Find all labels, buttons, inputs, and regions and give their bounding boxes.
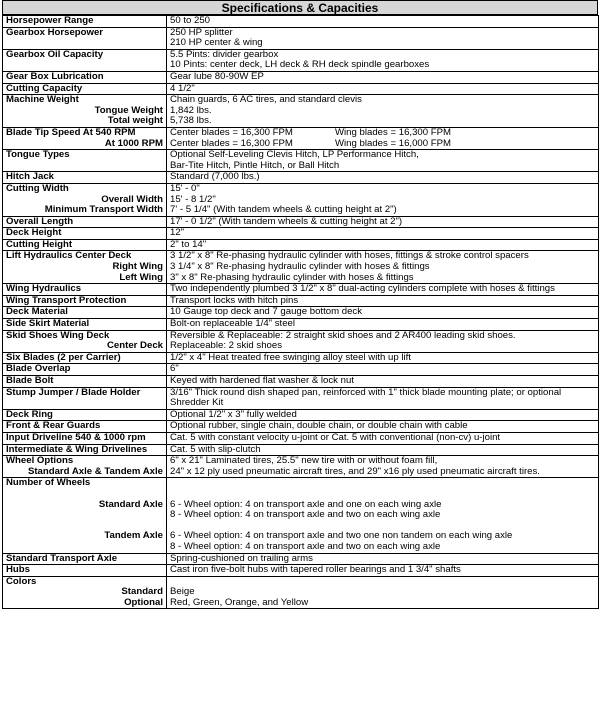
spec-row: [3, 432, 599, 444]
spec-label-main: Tongue Types: [6, 149, 70, 161]
spec-value: [167, 216, 599, 228]
spec-row: [3, 71, 599, 83]
spec-label: [3, 183, 167, 216]
spec-value-line: 210 HP center & wing: [170, 37, 263, 49]
spec-value-line: 6": [170, 363, 179, 375]
spec-value-cell: Wing blades = 16,000 FPM: [335, 137, 451, 149]
spec-label-main: Hubs: [6, 564, 30, 576]
spec-label-main: Deck Height: [6, 227, 62, 239]
spec-row: [3, 576, 599, 609]
spec-value-line: 10 Pints: center deck, LH deck & RH deck spindle gearboxes: [170, 59, 430, 71]
spec-value-line: [170, 577, 595, 588]
spec-label-main: Wing Transport Protection: [6, 295, 127, 306]
spec-label: [3, 421, 167, 433]
spec-value: [167, 444, 599, 456]
spec-label: [3, 576, 167, 609]
spec-table: [2, 15, 599, 609]
spec-value-line: 3 1/2" x 8" Re-phasing hydraulic cylinder with hoses, fittings & stroke control spacers: [170, 250, 529, 262]
spec-value-line: 5.5 Pints: divider gearbox: [170, 49, 279, 60]
spec-label-main: Skid Shoes Wing Deck: [6, 330, 110, 341]
spec-value: [167, 239, 599, 251]
spec-row: [3, 216, 599, 228]
spec-value: [167, 576, 599, 609]
spec-row: [3, 409, 599, 421]
spec-value-line: 3 1/4" x 8" Re-phasing hydraulic cylinder with hoses & fittings: [170, 261, 430, 273]
spec-value: [167, 387, 599, 409]
spec-value-line: Cast iron five-bolt hubs with tapered roller bearings and 1 3/4" shafts: [170, 564, 461, 576]
spec-label-main: Horsepower Range: [6, 15, 94, 26]
spec-row: [3, 83, 599, 95]
spec-value-line: 5,738 lbs.: [170, 115, 212, 127]
spec-value-line: Gear lube 80-90W EP: [170, 71, 264, 82]
spec-value-line: Spring-cushioned on trailing arms: [170, 553, 313, 564]
spec-label: [3, 251, 167, 284]
spec-value: [167, 432, 599, 444]
spec-value-line: Two independently plumbed 3 1/2" x 8" dual-acting cylinders complete with hoses & fittings: [170, 283, 555, 295]
spec-value-line: 6 - Wheel option: 4 on transport axle and two one non tandem on each wing axle: [170, 530, 513, 542]
spec-label-main: Front & Rear Guards: [6, 420, 101, 432]
spec-row: [3, 387, 599, 409]
spec-label-main: Machine Weight: [6, 94, 79, 106]
spec-value-line: [170, 478, 595, 489]
spec-value: [167, 150, 599, 172]
spec-label: [3, 553, 167, 565]
spec-value-line: Keyed with hardened flat washer & lock nut: [170, 375, 354, 386]
spec-value-line: Reversible & Replaceable: 2 straight skid shoes and 2 AR400 leading skid shoes.: [170, 330, 516, 341]
spec-label-sub: Optional: [124, 596, 163, 608]
spec-value-line: Shredder Kit: [170, 397, 224, 409]
spec-value-line: 250 HP splitter: [170, 27, 233, 38]
spec-label-main: Standard Transport Axle: [6, 553, 118, 564]
spec-value: [167, 83, 599, 95]
spec-value: [167, 307, 599, 319]
spec-label: [3, 49, 167, 71]
spec-value: [167, 478, 599, 553]
spec-value: [167, 228, 599, 240]
spec-label-main: Input Driveline 540 & 1000 rpm: [6, 432, 146, 443]
spec-value-line: 4 1/2": [170, 83, 195, 94]
spec-row: [3, 150, 599, 172]
spec-label: [3, 127, 167, 149]
spec-label-sub: Center Deck: [107, 340, 163, 352]
spec-value-line: Cat. 5 with constant velocity u-joint or Cat. 5 with conventional (non-cv) u-joint: [170, 432, 501, 443]
spec-row: [3, 27, 599, 49]
spec-label-main: Gearbox Horsepower: [6, 27, 104, 38]
spec-label: [3, 432, 167, 444]
spec-value-cell: Center blades = 16,300 FPM: [170, 137, 293, 149]
spec-label-main: Cutting Width: [6, 183, 69, 194]
spec-value-line: 12": [170, 227, 185, 239]
spec-value-line: 1,842 lbs.: [170, 104, 212, 116]
spec-row: [3, 565, 599, 577]
spec-value: [167, 127, 599, 149]
spec-row: [3, 295, 599, 307]
spec-value-line: Beige: [170, 586, 195, 598]
spec-label: [3, 330, 167, 352]
spec-value: [167, 183, 599, 216]
spec-label: [3, 456, 167, 478]
spec-row: [3, 421, 599, 433]
spec-value: [167, 330, 599, 352]
spec-value-line: 6 - Wheel option: 4 on transport axle and one on each wing axle: [170, 498, 442, 510]
spec-value-line: Chain guards, 6 AC tires, and standard clevis: [170, 94, 362, 106]
spec-row: [3, 444, 599, 456]
spec-row: [3, 352, 599, 364]
spec-value: [167, 553, 599, 565]
spec-value-line: 24" x 12 ply used pneumatic aircraft tires, and 29" x16 ply used pneumatic aircraft tires.: [170, 465, 540, 477]
spec-label-sub: Left Wing: [119, 271, 163, 283]
spec-value-line: [170, 489, 595, 500]
spec-label-main: Overall Length: [6, 216, 74, 227]
spec-value: [167, 71, 599, 83]
spec-label-main: Deck Ring: [6, 409, 53, 420]
spec-label-sub: Minimum Transport Width: [44, 204, 163, 216]
spec-value-line: Replaceable: 2 skid shoes: [170, 340, 282, 352]
spec-label: [3, 409, 167, 421]
spec-value: [167, 409, 599, 421]
spec-label-sub: Standard: [121, 586, 163, 598]
spec-value: [167, 95, 599, 128]
spec-label-main: Cutting Height: [6, 239, 73, 250]
spec-value: [167, 284, 599, 296]
spec-label-main: Number of Wheels: [6, 477, 91, 489]
spec-value: [167, 251, 599, 284]
spec-label-main: Intermediate & Wing Drivelines: [6, 444, 148, 455]
spec-label: [3, 95, 167, 128]
spec-value: [167, 49, 599, 71]
spec-value-line: Optional Self-Leveling Clevis Hitch, LP Performance Hitch,: [170, 149, 419, 161]
spec-value-pair: [170, 139, 595, 150]
spec-value: [167, 376, 599, 388]
spec-label: [3, 444, 167, 456]
spec-value: [167, 421, 599, 433]
spec-row: [3, 319, 599, 331]
spec-label-sub: Right Wing: [112, 261, 163, 273]
spec-value-line: 15' - 0": [170, 183, 200, 194]
spec-label: [3, 284, 167, 296]
spec-row: [3, 376, 599, 388]
spec-label-main: Colors: [6, 576, 37, 587]
spec-value: [167, 172, 599, 184]
spec-label: [3, 71, 167, 83]
spec-value-line: Cat. 5 with slip-clutch: [170, 444, 261, 455]
spec-label: [3, 27, 167, 49]
spec-value-line: 8 - Wheel option: 4 on transport axle and two on each wing axle: [170, 540, 441, 552]
spec-label-sub: Tandem Axle: [104, 530, 163, 542]
spec-label-main: Blade Overlap: [6, 363, 71, 375]
spec-label-sub: Overall Width: [101, 193, 163, 205]
spec-label: [3, 216, 167, 228]
spec-label-sub: Tongue Weight: [94, 104, 163, 116]
spec-label-main: Side Skirt Material: [6, 318, 90, 330]
spec-label-sub: [6, 489, 163, 500]
spec-value-line: 2" to 14": [170, 239, 207, 250]
spec-value-line: 10 Gauge top deck and 7 gauge bottom deck: [170, 306, 363, 318]
spec-label: [3, 376, 167, 388]
spec-value-line: 50 to 250: [170, 15, 211, 26]
spec-value-line: Red, Green, Orange, and Yellow: [170, 596, 309, 608]
spec-value-line: 8 - Wheel option: 4 on transport axle and two on each wing axle: [170, 509, 441, 521]
spec-value-line: 1/2" x 4" Heat treated free swinging alloy steel with up lift: [170, 352, 411, 363]
spec-label: [3, 352, 167, 364]
spec-row: [3, 307, 599, 319]
spec-value-line: 3" x 8" Re-phasing hydraulic cylinder with hoses & fittings: [170, 271, 414, 283]
spec-row: [3, 330, 599, 352]
spec-label: [3, 239, 167, 251]
spec-label-sub: At 1000 RPM: [104, 137, 163, 149]
spec-label-main: Gearbox Oil Capacity: [6, 49, 104, 60]
page-title: Specifications & Capacities: [2, 0, 598, 15]
spec-label-main: Wing Hydraulics: [6, 283, 82, 295]
spec-label-main: Cutting Capacity: [6, 83, 83, 94]
spec-label: [3, 364, 167, 376]
spec-label-main: Hitch Jack: [6, 171, 54, 183]
spec-label-main: Gear Box Lubrication: [6, 71, 104, 82]
spec-row: [3, 284, 599, 296]
spec-value-line: 17' - 0 1/2" (With tandem wheels & cutting height at 2"): [170, 216, 403, 227]
spec-value-line: Bar-Tite Hitch, Pintle Hitch, or Ball Hitch: [170, 159, 340, 171]
spec-row: [3, 239, 599, 251]
spec-value: [167, 27, 599, 49]
spec-label-main: Deck Material: [6, 306, 68, 318]
spec-value: [167, 295, 599, 307]
spec-row: [3, 251, 599, 284]
spec-label: [3, 172, 167, 184]
spec-value-line: Transport locks with hitch pins: [170, 295, 299, 306]
spec-row: [3, 364, 599, 376]
spec-value-pair: [170, 128, 595, 139]
spec-row: [3, 95, 599, 128]
spec-label-main: Six Blades (2 per Carrier): [6, 352, 121, 363]
spec-label-main: Blade Bolt: [6, 375, 54, 386]
spec-label-main: Lift Hydraulics Center Deck: [6, 250, 132, 262]
spec-value-line: Optional 1/2" x 3" fully welded: [170, 409, 297, 420]
spec-label-main: Blade Tip Speed At 540 RPM: [6, 127, 136, 138]
spec-label-sub: Standard Axle & Tandem Axle: [27, 465, 163, 477]
spec-label-main: Stump Jumper / Blade Holder: [6, 387, 141, 398]
spec-label: [3, 319, 167, 331]
spec-label: [3, 307, 167, 319]
spec-row: [3, 478, 599, 553]
spec-row: [3, 16, 599, 28]
spec-value-cell: Center blades = 16,300 FPM: [170, 127, 293, 138]
spec-value-line: 3/16" Thick round dish shaped pan, reinforced with 1" thick blade mounting plate; or optional: [170, 387, 562, 398]
spec-label: [3, 565, 167, 577]
spec-row: [3, 456, 599, 478]
spec-value-line: Bolt-on replaceable 1/4" steel: [170, 318, 296, 330]
spec-row: [3, 127, 599, 149]
spec-label-sub: [6, 510, 163, 521]
spec-label: [3, 478, 167, 553]
spec-label-main: Wheel Options: [6, 455, 74, 467]
spec-row: [3, 49, 599, 71]
spec-value: [167, 16, 599, 28]
spec-label: [3, 387, 167, 409]
spec-label-sub: Standard Axle: [98, 498, 163, 510]
spec-value-line: 6" x 21" Laminated tires, 25.5" new tire with or without foam fill,: [170, 455, 438, 467]
spec-row: [3, 172, 599, 184]
spec-value: [167, 352, 599, 364]
spec-value-line: Standard (7,000 lbs.): [170, 171, 260, 183]
spec-value: [167, 565, 599, 577]
spec-value-line: Optional rubber, single chain, double chain, or double chain with cable: [170, 420, 468, 432]
spec-row: [3, 183, 599, 216]
spec-value: [167, 364, 599, 376]
spec-label: [3, 150, 167, 172]
spec-value-line: 7' - 5 1/4" (With tandem wheels & cutting height at 2"): [170, 204, 397, 216]
spec-label: [3, 83, 167, 95]
spec-value-cell: Wing blades = 16,300 FPM: [335, 127, 451, 138]
spec-row: [3, 228, 599, 240]
spec-label: [3, 228, 167, 240]
spec-label: [3, 295, 167, 307]
spec-label-sub: Total weight: [107, 115, 163, 127]
spec-value: [167, 319, 599, 331]
spec-value: [167, 456, 599, 478]
spec-row: [3, 553, 599, 565]
spec-value-line: 15' - 8 1/2": [170, 193, 216, 205]
spec-sheet: [2, 0, 598, 718]
spec-label: [3, 16, 167, 28]
